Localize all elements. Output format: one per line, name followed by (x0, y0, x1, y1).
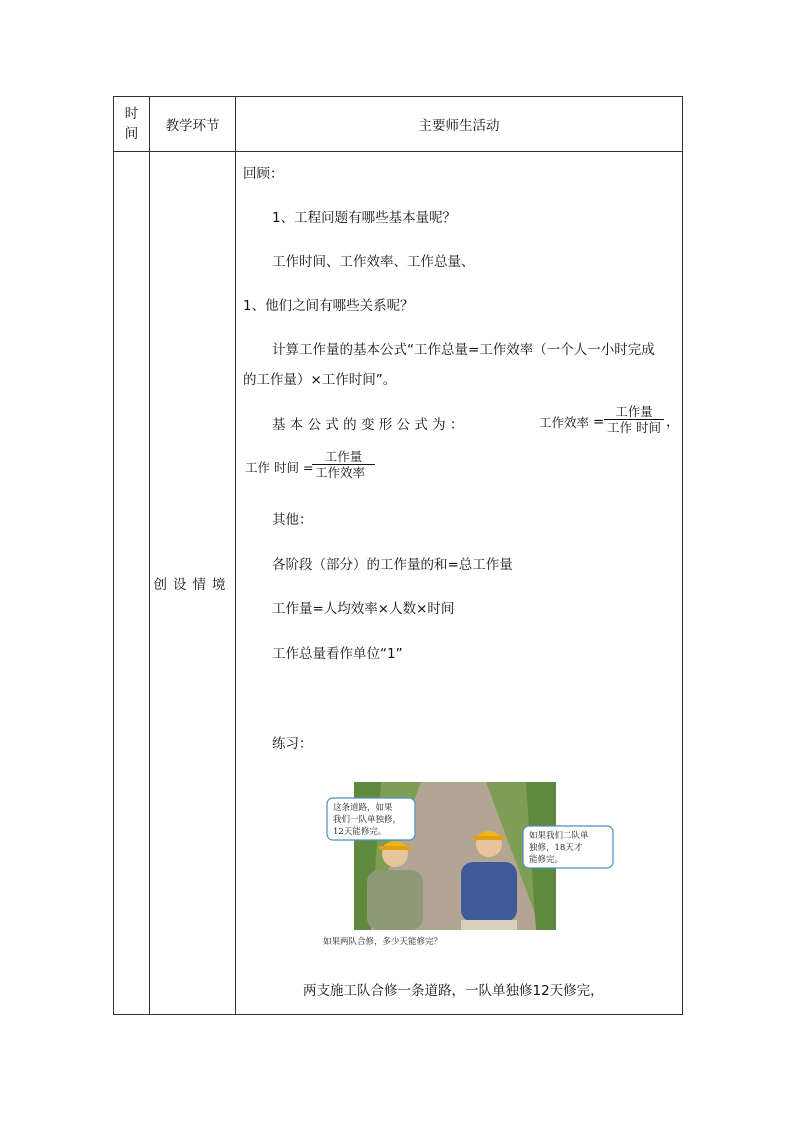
svg-text:12天能修完。: 12天能修完。 (333, 827, 387, 837)
activity-cell (236, 152, 683, 1015)
header-row (114, 97, 683, 152)
other-heading: 其他： (272, 512, 313, 528)
unit-one-rule: 工作总量看作单位“1” (272, 646, 403, 662)
sum-rule: 各阶段（部分）的工作量的和=总工作量 (272, 557, 513, 573)
lesson-plan-table (113, 96, 683, 1015)
variant-label: 基 本 公 式 的 变 形 公 式 为 ： (272, 417, 464, 433)
fraction-2-numerator: 工作量 (324, 449, 363, 464)
fraction-work-over-time (604, 405, 664, 435)
question-2: 1、他们之间有哪些关系呢？ (243, 298, 414, 314)
problem-statement: 两支施工队合修一条道路，一队单独修12天修完， (303, 983, 604, 999)
per-person-rule: 工作量=人均效率×人数×时间 (272, 601, 455, 617)
formula-line-2: 的工作量）×工作时间”。 (243, 372, 397, 388)
formula-line-1: 计算工作量的基本公式“工作总量=工作效率（一个人一小时完成 (272, 342, 655, 358)
practice-heading: 练习： (272, 736, 313, 752)
speech-bubble-left (327, 798, 415, 840)
svg-text:这条道路，如果: 这条道路，如果 (333, 803, 393, 813)
question-1: 1、工程问题有哪些基本量呢？ (272, 210, 457, 226)
answer-1: 工作时间、工作效率、工作总量、 (272, 254, 475, 270)
svg-text:如果我们二队单: 如果我们二队单 (529, 831, 589, 841)
svg-text:独修，18天才: 独修，18天才 (529, 843, 583, 853)
svg-text:我们一队单独修，: 我们一队单独修， (333, 815, 402, 825)
fraction-1-denominator: 工作 时间 (604, 419, 664, 435)
stage-cell: 创设情境 (150, 152, 236, 1015)
speech-bubble-right (523, 826, 613, 868)
illustration-caption: 如果两队合修，多少天能修完？ (323, 937, 443, 947)
efficiency-lhs: 工作效率 (539, 415, 590, 430)
equals-sign-1: = (593, 414, 605, 430)
time-lhs: 工作 时间 = (245, 460, 314, 475)
content-row (114, 152, 683, 1015)
svg-text:能修完。: 能修完。 (529, 855, 564, 865)
time-cell (114, 152, 150, 1015)
review-heading: 回顾： (243, 166, 284, 182)
comma: ， (666, 414, 680, 430)
fraction-work-over-efficiency (312, 450, 375, 480)
header-activity: 主要师生活动 (236, 97, 683, 152)
fraction-1-numerator: 工作量 (615, 404, 653, 419)
header-stage: 教学环节 (150, 97, 236, 152)
fraction-2-denominator: 工作效率 (312, 464, 375, 480)
header-time: 时间 (114, 97, 150, 152)
road-workers-illustration (311, 782, 627, 952)
